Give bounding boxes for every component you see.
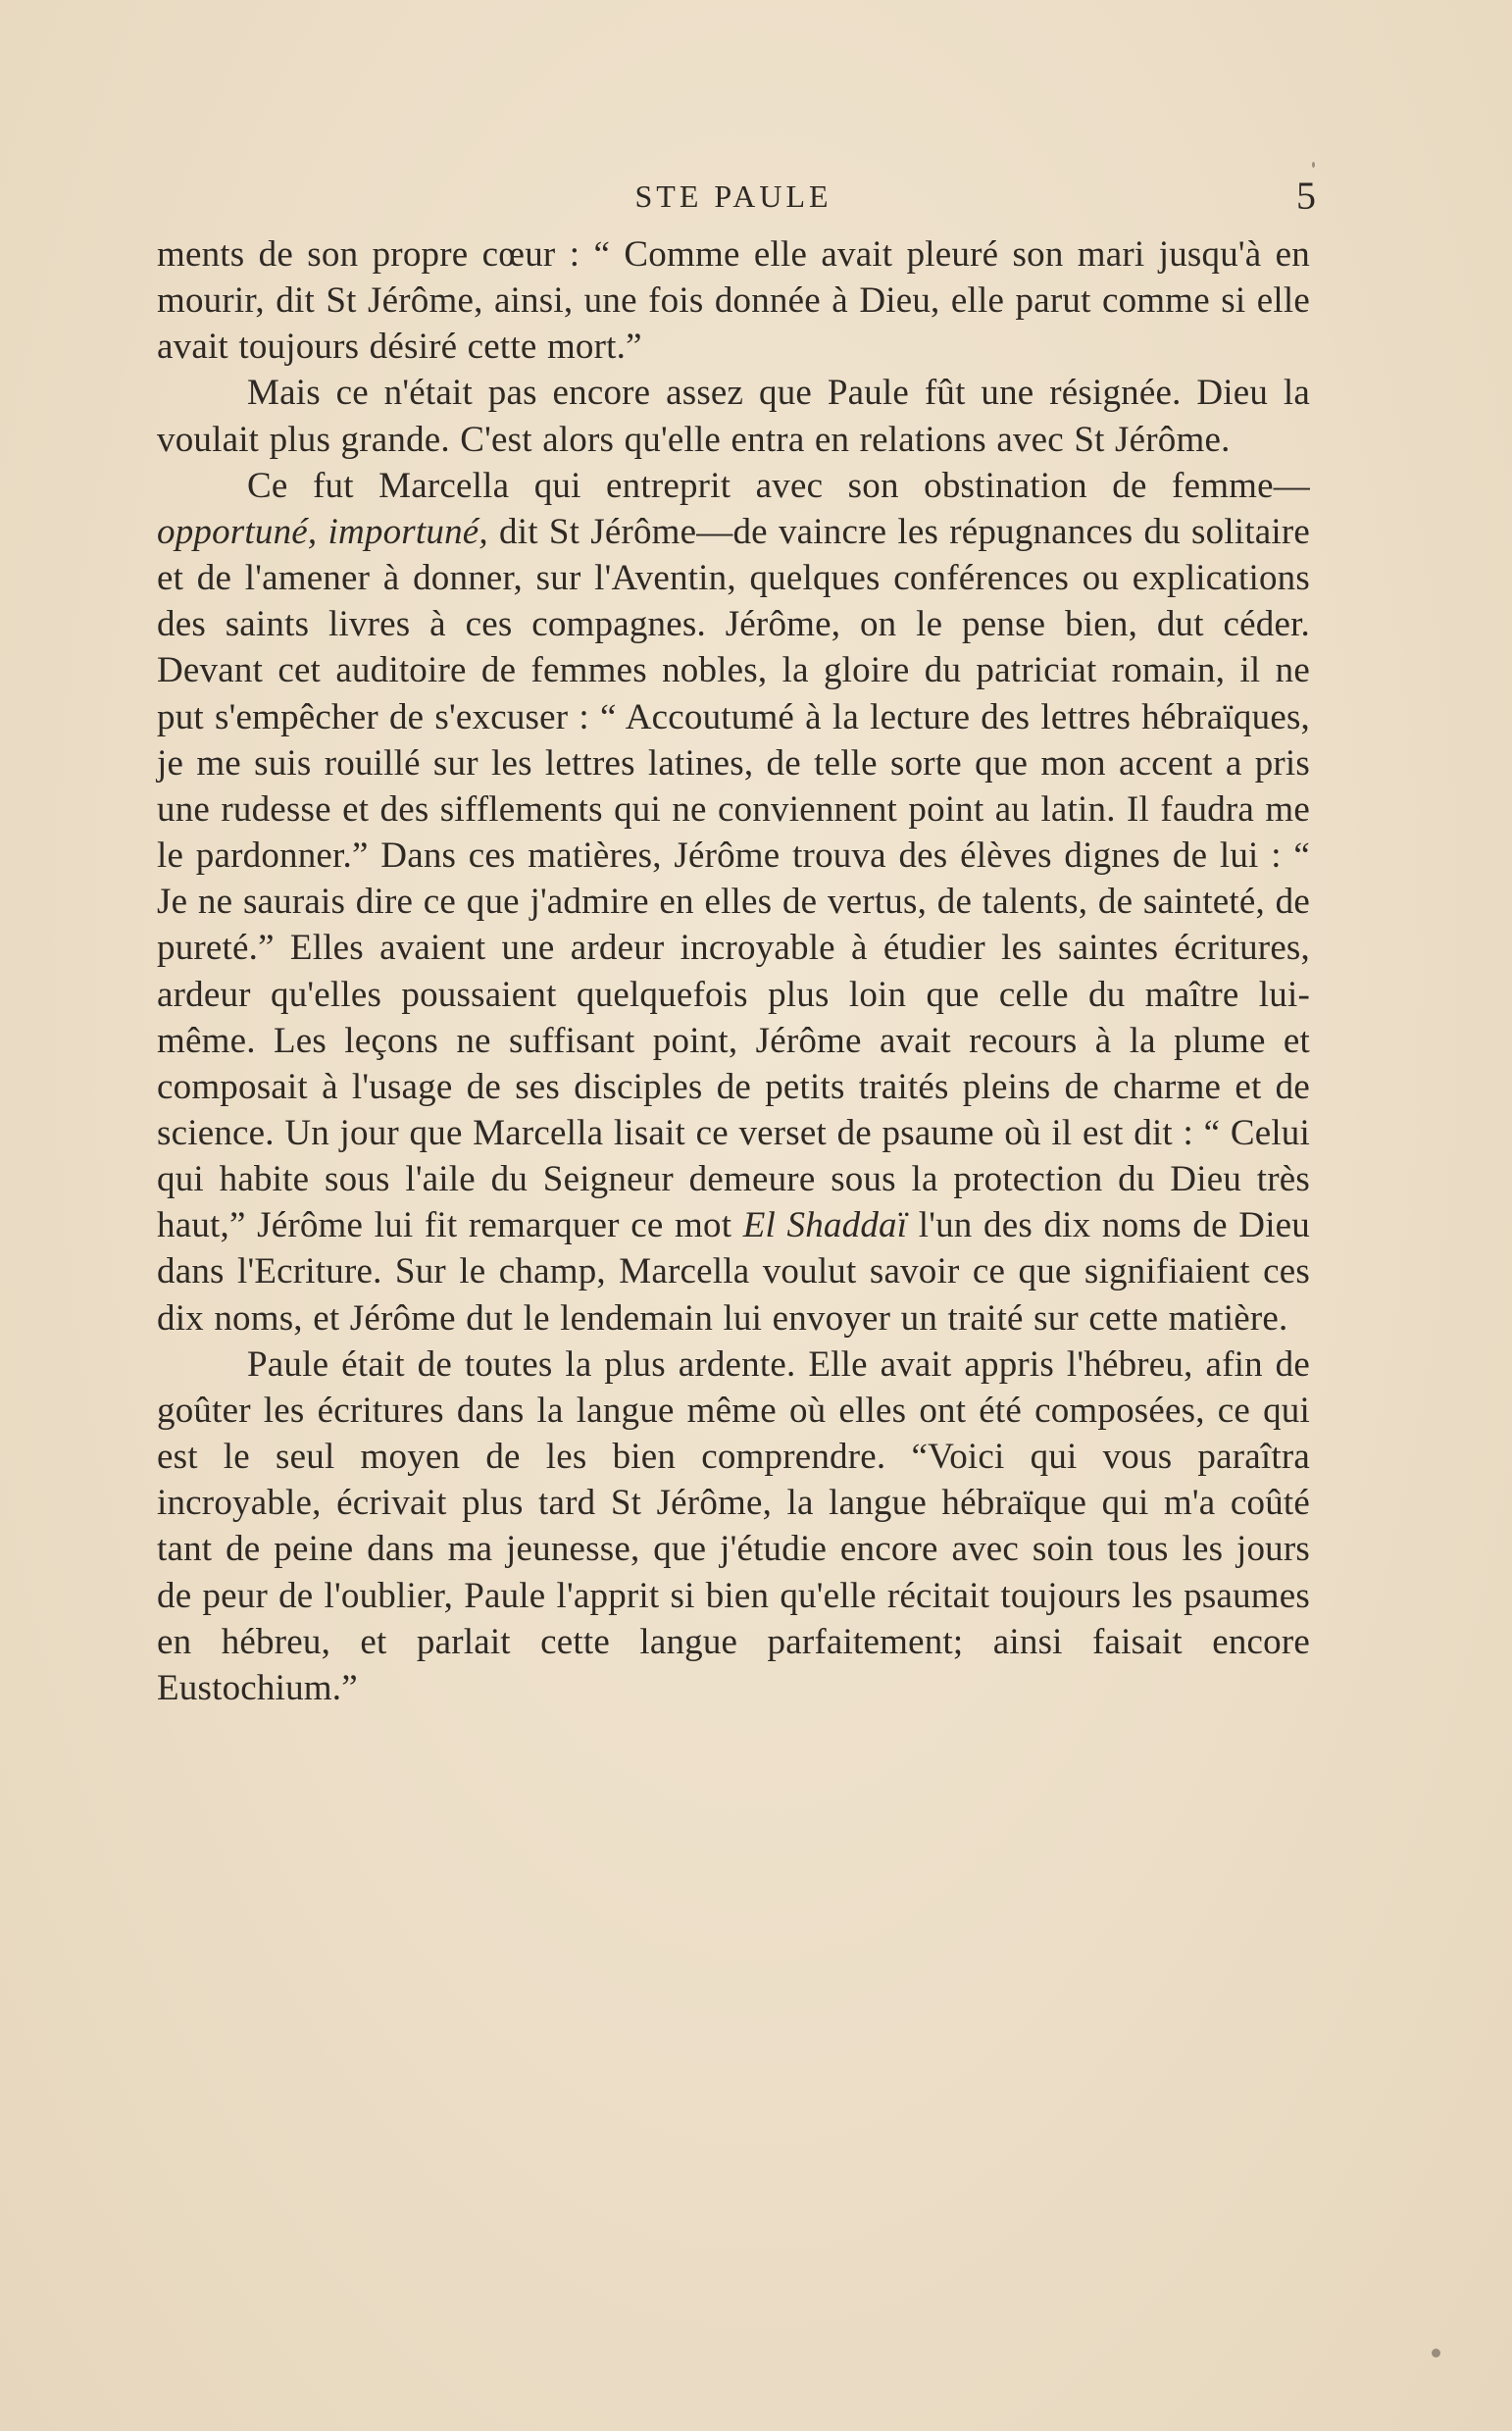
paragraph-3 xyxy=(157,463,1310,1342)
paragraph-3-italic-opportune: opportuné, importuné, xyxy=(157,511,488,552)
body-text xyxy=(157,231,1310,1711)
page-number: 5 xyxy=(1296,174,1316,218)
paragraph-2: Mais ce n'était pas encore assez que Paule fût une résignée. Dieu la voulait plus grande. C'est alors qu'elle entra en relations avec St Jérôme. xyxy=(157,373,1310,460)
paragraph-3-text-a: Ce fut Marcella qui entreprit avec son obstination de femme— xyxy=(247,465,1310,506)
book-page xyxy=(157,173,1316,1711)
paper-speck xyxy=(1312,162,1315,168)
paper-speck xyxy=(1432,2349,1440,2357)
paragraph-4: Paule était de toutes la plus ardente. Elle avait appris l'hébreu, afin de goûter les écritures dans la langue même où elles ont été composées, ce qui est le seul moyen de les bien comprendre. “Voici qui vous paraîtra incroyable, écrivait plus tard St Jérôme, la langue hébraïque qui m'a coûté tant de peine dans ma jeunesse, que j'étudie encore avec soin tous les jours de peur de l'oublier, Paule l'apprit si bien qu'elle récitait toujours les psaumes en hébreu, et parlait cette langue parfaitement; ainsi faisait encore Eustochium.” xyxy=(157,1343,1310,1708)
paragraph-3-italic-el-shaddai: El Shaddaï xyxy=(742,1205,908,1246)
running-head xyxy=(157,173,1316,231)
paragraph-1: ments de son propre cœur : “ Comme elle avait pleuré son mari jusqu'à en mourir, dit St Jérôme, ainsi, une fois donnée à Dieu, elle parut comme si elle avait toujours désiré cette mort.” xyxy=(157,234,1310,368)
paragraph-3-text-b: dit St Jérôme—de vaincre les répugnances du solitaire et de l'amener à donner, sur l'Aventin, quelques conférences ou explications des saints livres à ces compagnes. Jérôme, on le pense bien, dut céder. Devant cet auditoire de femmes nobles, la gloire du patriciat romain, il ne put s'empêcher de s'excuser : “ Accoutumé à la lecture des lettres hébraïques, je me suis rouillé sur les lettres latines, de telle sorte que mon accent a pris une rudesse et des sifflements qui ne conviennent point au latin. Il faudra me le pardonner.” Dans ces matières, Jérôme trouva des élèves dignes de lui : “ Je ne saurais dire ce que j'admire en elles de vertus, de talents, de sainteté, de pureté.” Elles avaient une ardeur incroyable à étudier les saintes écritures, ardeur qu'elles poussaient quelquefois plus loin que celle du maître lui-même. Les leçons ne suffisant point, Jérôme avait recours à la plume et composait à l'usage de ses disciples de petits traités pleins de charme et de science. Un jour que Marcella lisait ce verset de psaume où il est dit : “ Celui qui habite sous l'aile du Seigneur demeure sous la protection du Dieu très haut,” Jérôme lui fit remarquer ce mot xyxy=(157,511,1311,1246)
running-title: STE PAULE xyxy=(634,178,832,214)
paragraph-3-text-c: l'un des dix noms de Dieu dans l'Ecriture. Sur le champ, Marcella voulut savoir ce que signifiaient ces dix noms, et Jérôme dut le lendemain lui envoyer un traité sur cette matière. xyxy=(157,1205,1310,1339)
